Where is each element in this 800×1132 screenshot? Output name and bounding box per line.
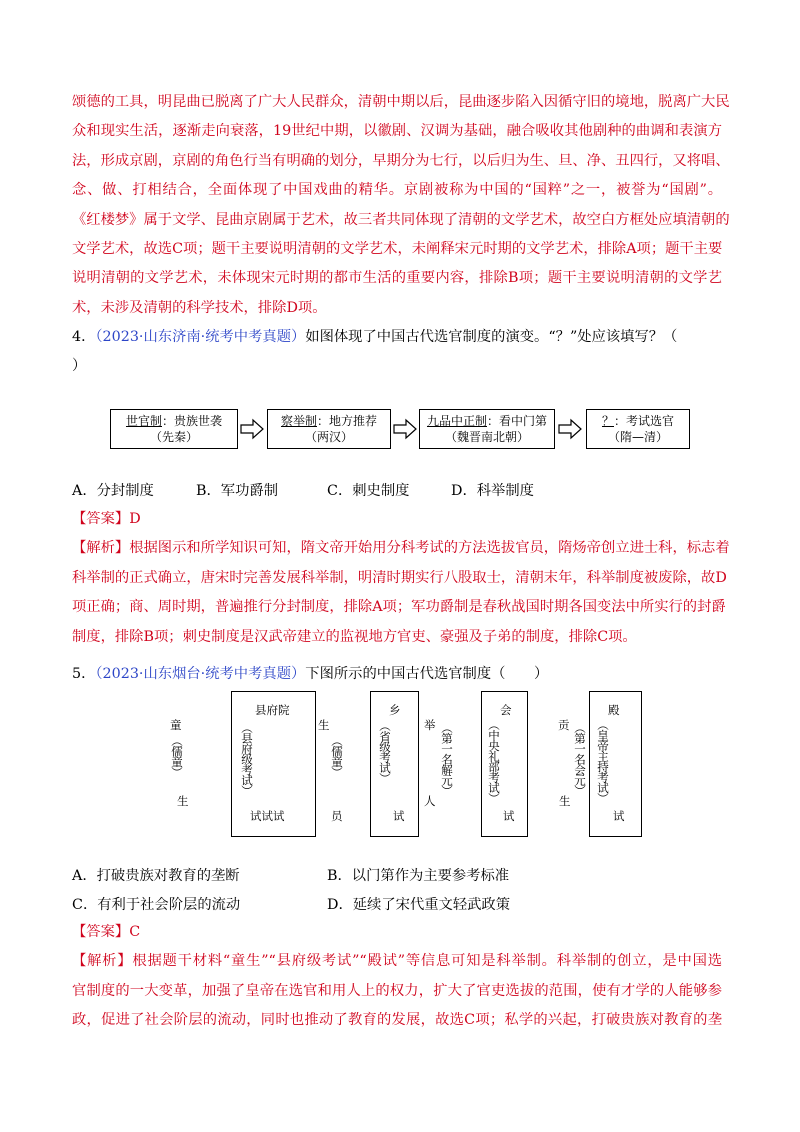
option-a[interactable]: A．分封制度: [72, 483, 154, 499]
option-a[interactable]: A．打破贵族对教育的垄断: [72, 868, 240, 884]
question-source: （2023·山东济南·统考中考真题）: [95, 329, 306, 345]
label-county-exam: （县府级考试）: [240, 722, 254, 796]
text-line: 科举制的正式确立，唐宋时完善发展科举制，明清时期实行八股取士，清朝末年，科举制度被废除，故D: [72, 569, 727, 586]
arrow-icon: [239, 418, 265, 440]
label-huiyuan: （第一名会元）: [573, 722, 587, 796]
answer-value: D: [129, 511, 141, 527]
text-line: 政，促进了社会阶层的流动，同时也推动了教育的发展，故选C项；私学的兴起，打破贵族对教育的垄: [72, 1012, 722, 1029]
answer-line: [72, 918, 722, 947]
label-shishishi: 试试试: [250, 809, 285, 823]
label-ju: 举: [424, 718, 436, 732]
text-line: 众和现实生活，逐渐走向衰落，19世纪中期，以徽剧、汉调为基础，融合吸收其他剧种的曲调和表演方: [72, 123, 722, 140]
question-text: 如图体现了中国古代选官制度的演变。“？”处应该填写？（: [305, 329, 678, 345]
question-4-stem: [72, 323, 728, 352]
text-line: 《红楼梦》属于文学、昆曲京剧属于艺术，故三者共同体现了清朝的文学艺术，故空白方框处应填清朝的: [72, 211, 730, 228]
analysis-label: 【解析】: [72, 953, 133, 970]
question-text: ）: [72, 358, 87, 374]
text-line: 术，未涉及清朝的科学技术，排除D项。: [72, 299, 327, 316]
arrow-icon: [392, 418, 418, 440]
label-dian: 殿: [608, 703, 620, 717]
question-text: 下图所示的中国古代选官制度（ ）: [305, 666, 549, 682]
label-rutong2: （儒童）: [330, 735, 344, 777]
box-title: ？: [601, 414, 614, 428]
box-period: （隋—清）: [607, 430, 668, 444]
question-number: 5．: [72, 666, 96, 682]
question-number: 4．: [72, 329, 96, 345]
option-d[interactable]: D．科举制度: [451, 483, 534, 499]
diagram-box-4: [586, 409, 690, 449]
text-line: [72, 947, 722, 976]
text-line: 颂德的工具，明昆曲已脱离了广大人民群众，清朝中期以后，昆曲逐步陷入因循守旧的境地，脱离广大民: [72, 94, 730, 110]
diagram-box-2: [267, 409, 391, 449]
question-source: （2023·山东烟台·统考中考真题）: [95, 666, 306, 682]
box-period: （两汉）: [304, 430, 353, 444]
question-4-answer: [72, 505, 730, 652]
option-d[interactable]: D．延续了宋代重文轻武政策: [327, 897, 511, 913]
label-sheng: 生: [177, 794, 189, 808]
label-emperor-exam: （皇帝主持考试）: [596, 719, 610, 803]
box-period: （魏晋南北朝）: [444, 430, 529, 444]
option-b[interactable]: B．以门第作为主要参考标准: [327, 868, 510, 884]
answer-label: 【答案】: [72, 924, 130, 940]
analysis-text: 根据题干材料“童生”“县府级考试”“殿试”等信息可知是科举制。科举制的创立，是中国选: [132, 953, 722, 970]
box-desc: ：考试选官: [614, 414, 675, 428]
question-4-stem-cont: [72, 352, 728, 381]
arrow-icon: [557, 418, 583, 440]
label-rutong: （儒童）: [170, 735, 184, 777]
box-desc: ：贵族世袭: [162, 414, 223, 428]
text-line: 官制度的一大变革，加强了皇帝在选官和用人上的权力，扩大了官吏选拔的范围，使有才学的人能够参: [72, 982, 722, 999]
label-jieyuan: （第一名解元）: [440, 722, 454, 796]
label-province-exam: （省级考试）: [378, 720, 392, 783]
label-hui: 会: [500, 703, 512, 717]
diagram-box-1: [110, 409, 238, 449]
box-title: 察举制: [280, 414, 317, 428]
answer-label: 【答案】: [72, 511, 130, 527]
option-b[interactable]: B．军功爵制: [196, 483, 278, 499]
label-ministry-exam: （中央礼部考试）: [487, 719, 501, 803]
option-c[interactable]: C．有利于社会阶层的流动: [72, 897, 241, 913]
label-tong: 童: [170, 718, 182, 732]
question-5-stem: [72, 660, 728, 689]
label-shi: 试: [393, 809, 405, 823]
option-c[interactable]: C．刺史制度: [327, 483, 410, 499]
question-5-answer: [72, 918, 722, 1036]
answer-line: [72, 505, 722, 534]
box-desc: ：地方推荐: [317, 414, 378, 428]
label-shi3: 试: [613, 809, 625, 823]
label-sheng2: 生: [318, 718, 330, 732]
label-ren: 人: [424, 794, 436, 808]
text-line: 项正确；商、周时期，普遍推行分封制度，排除A项；军功爵制是春秋战国时期各国变法中所实行的封爵: [72, 599, 726, 616]
label-yuan: 员: [331, 809, 343, 823]
intro-analysis: [72, 88, 730, 323]
diagram-box-3: [419, 409, 555, 449]
analysis-text: 根据图示和所学知识可知，隋文帝开始用分科考试的方法选拔官员，隋炀帝创立进士科，标志着: [129, 540, 730, 557]
text-line: 说明清朝的文学艺术，未体现宋元时期的都市生活的重要内容，排除B项；题干主要说明清朝的文学艺: [72, 270, 722, 287]
text-line: 文学艺术，故选C项；题干主要说明清朝的文学艺术，未阐释宋元时期的文学艺术，排除A项；题干主要: [72, 240, 723, 257]
text-line: 法，形成京剧，京剧的角色行当有明确的划分，早期分为七行，以后归为生、旦、净、丑四行，又将唱、: [72, 152, 730, 169]
analysis-label: 【解析】: [72, 540, 130, 557]
label-sheng3: 生: [559, 794, 571, 808]
box-title: 世官制: [125, 414, 162, 428]
label-gong: 贡: [558, 718, 570, 732]
box-period: （先秦）: [149, 430, 198, 444]
text-line: 制度，排除B项；刺史制度是汉武帝建立的监视地方官吏、豪强及子弟的制度，排除C项。: [72, 628, 637, 645]
text-line: 念、做、打相结合，全面体现了中国戏曲的精华。京剧被称为中国的“国粹”之一，被誉为“国剧”。: [72, 182, 722, 199]
answer-value: C: [129, 924, 141, 940]
box-desc: ：看中门第: [487, 414, 548, 428]
label-xiang: 乡: [389, 703, 401, 717]
box-title: 九品中正制: [426, 414, 487, 428]
label-xianfuyuan: 县府院: [255, 703, 290, 717]
text-line: [72, 534, 730, 563]
label-shi2: 试: [503, 809, 515, 823]
